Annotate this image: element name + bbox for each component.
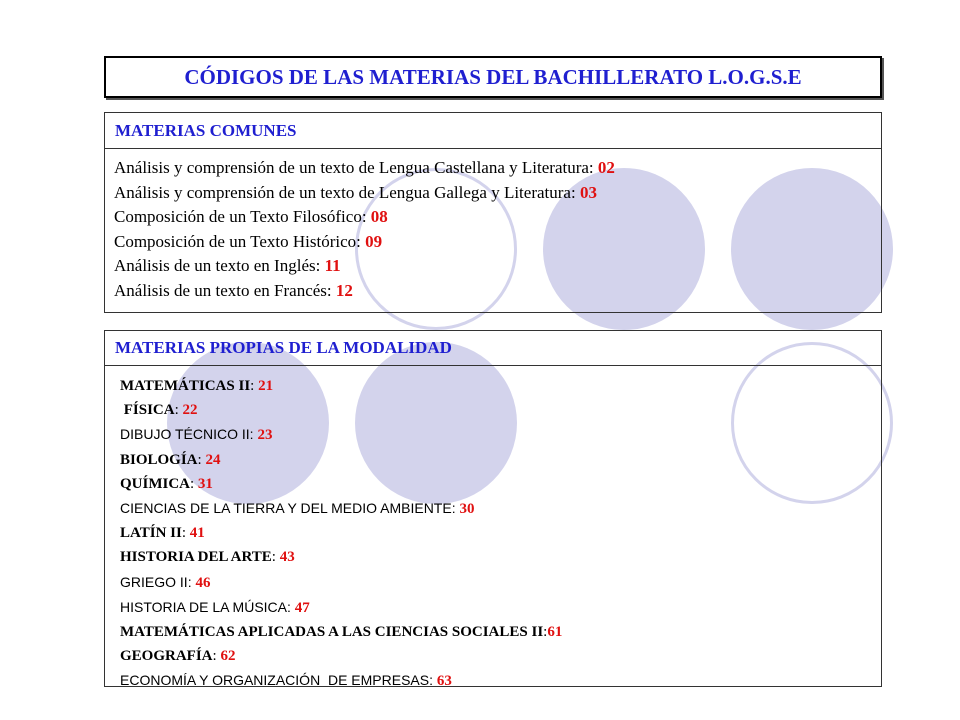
subject-code: 09: [365, 231, 383, 251]
list-item: HISTORIA DE LA MÚSICA: 47: [120, 598, 310, 616]
page-title-text: CÓDIGOS DE LAS MATERIAS DEL BACHILLERATO L.O.G.S.E: [184, 64, 802, 89]
subject-code: 02: [597, 158, 615, 177]
list-item: FÍSICA: 22: [120, 402, 198, 419]
list-item: HISTORIA DEL ARTE: 43: [120, 549, 295, 566]
page-title: [104, 56, 882, 98]
subject-code: 41: [189, 525, 205, 542]
subject-code: 24: [205, 451, 221, 468]
list-item: Análisis y comprensión de un texto de Lengua Gallega y Literatura: 03: [114, 182, 597, 202]
modality-subjects-list: [120, 374, 562, 694]
subject-code: 43: [279, 549, 295, 566]
list-item: BIOLOGÍA: 24: [120, 451, 221, 468]
list-item: Composición de un Texto Histórico: 09: [114, 231, 383, 251]
list-item: Composición de un Texto Filosófico: 08: [114, 207, 388, 226]
modality-subjects-header: MATERIAS PROPIAS DE LA MODALIDAD: [104, 330, 882, 366]
subject-code: 30: [459, 501, 475, 518]
common-subjects-header: MATERIAS COMUNES: [104, 112, 882, 149]
list-item: MATEMÁTICAS II: 21: [120, 378, 274, 394]
subject-code: 46: [195, 574, 211, 591]
subject-code: 47: [294, 599, 310, 616]
list-item: MATEMÁTICAS APLICADAS A LAS CIENCIAS SOCIALES II:61: [120, 624, 563, 641]
subject-code: 63: [436, 673, 452, 690]
list-item: DIBUJO TÉCNICO II: 23: [120, 426, 273, 444]
subject-code: 62: [220, 648, 236, 665]
common-subjects-list: [114, 156, 615, 303]
list-item: Análisis de un texto en Inglés: 11: [114, 256, 341, 275]
subject-code: 31: [197, 475, 213, 492]
list-item: GEOGRAFÍA: 62: [120, 648, 236, 665]
subject-code: 12: [335, 280, 353, 300]
list-item: Análisis y comprensión de un texto de Lengua Castellana y Literatura: 02: [114, 158, 615, 177]
list-item: LATÍN II: 41: [120, 525, 205, 542]
subject-code: 23: [257, 427, 273, 444]
list-item: Análisis de un texto en Francés: 12: [114, 280, 353, 300]
subject-code: 03: [579, 182, 597, 202]
list-item: ECONOMÍA Y ORGANIZACIÓN DE EMPRESAS: 63: [120, 672, 452, 690]
list-item: QUÍMICA: 31: [120, 475, 213, 492]
subject-code: 21: [258, 378, 274, 394]
subject-code: 61: [547, 624, 563, 641]
subject-code: 11: [324, 256, 341, 275]
subject-code: 08: [370, 207, 388, 226]
list-item: CIENCIAS DE LA TIERRA Y DEL MEDIO AMBIENTE: 30: [120, 500, 475, 518]
subject-code: 22: [182, 402, 198, 419]
list-item: GRIEGO II: 46: [120, 573, 211, 591]
